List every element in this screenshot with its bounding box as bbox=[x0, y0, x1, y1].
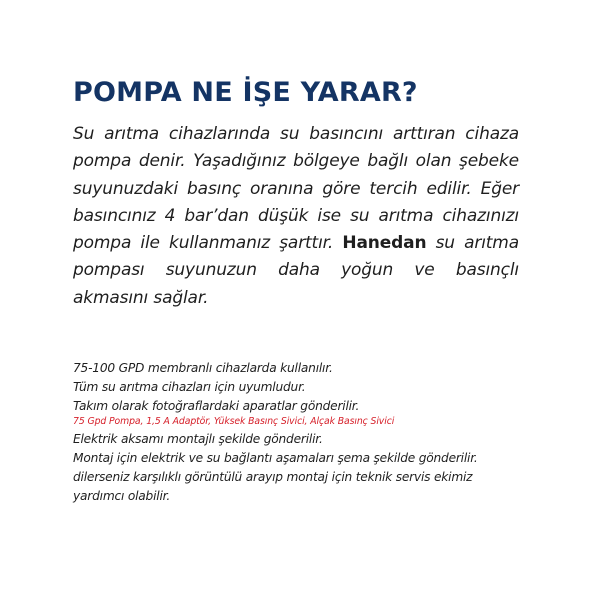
intro-paragraph bbox=[73, 121, 519, 312]
product-details-list bbox=[73, 359, 543, 506]
detail-device-compatibility: Tüm su arıtma cihazları için uyumludur. bbox=[73, 379, 306, 394]
detail-video-support: dilerseniz karşılıklı görüntülü arayıp montaj için teknik servis ekimiz bbox=[73, 469, 473, 484]
intro-text-before-brand: Su arıtma cihazlarında su basıncını arttıran cihaza pompa denir. Yaşadığınız bölgeye bağlı olan şebeke suyunuzdaki basınç oranına göre tercih edilir. Eğer basıncınız 4 bar’dan düşük ise su arıtma cihazınızı pompa ile kullanmanız şarttır. bbox=[73, 124, 519, 254]
page-heading: POMPA NE İŞE YARAR? bbox=[73, 77, 418, 108]
detail-membrane-compatibility: 75-100 GPD membranlı cihazlarda kullanılır. bbox=[73, 361, 333, 375]
brand-name: Hanedan bbox=[342, 233, 427, 254]
detail-electrical-assembly: Elektrik aksamı montajlı şekilde gönderilir. bbox=[73, 432, 323, 447]
detail-included-parts: Takım olarak fotoğraflardaki aparatlar gönderilir. bbox=[73, 398, 360, 413]
detail-video-support-continued: yardımcı olabilir. bbox=[73, 488, 171, 503]
intro-text-after-brand: su arıtma pompası suyunuzun daha yoğun ve basınçlı akmasını sağlar. bbox=[73, 233, 519, 308]
detail-accessory-list: 75 Gpd Pompa, 1,5 A Adaptör, Yüksek Basınç Sivici, Alçak Basınç Sivici bbox=[73, 416, 395, 428]
detail-installation-diagram: Montaj için elektrik ve su bağlantı aşamaları şema şekilde gönderilir. bbox=[73, 451, 478, 466]
